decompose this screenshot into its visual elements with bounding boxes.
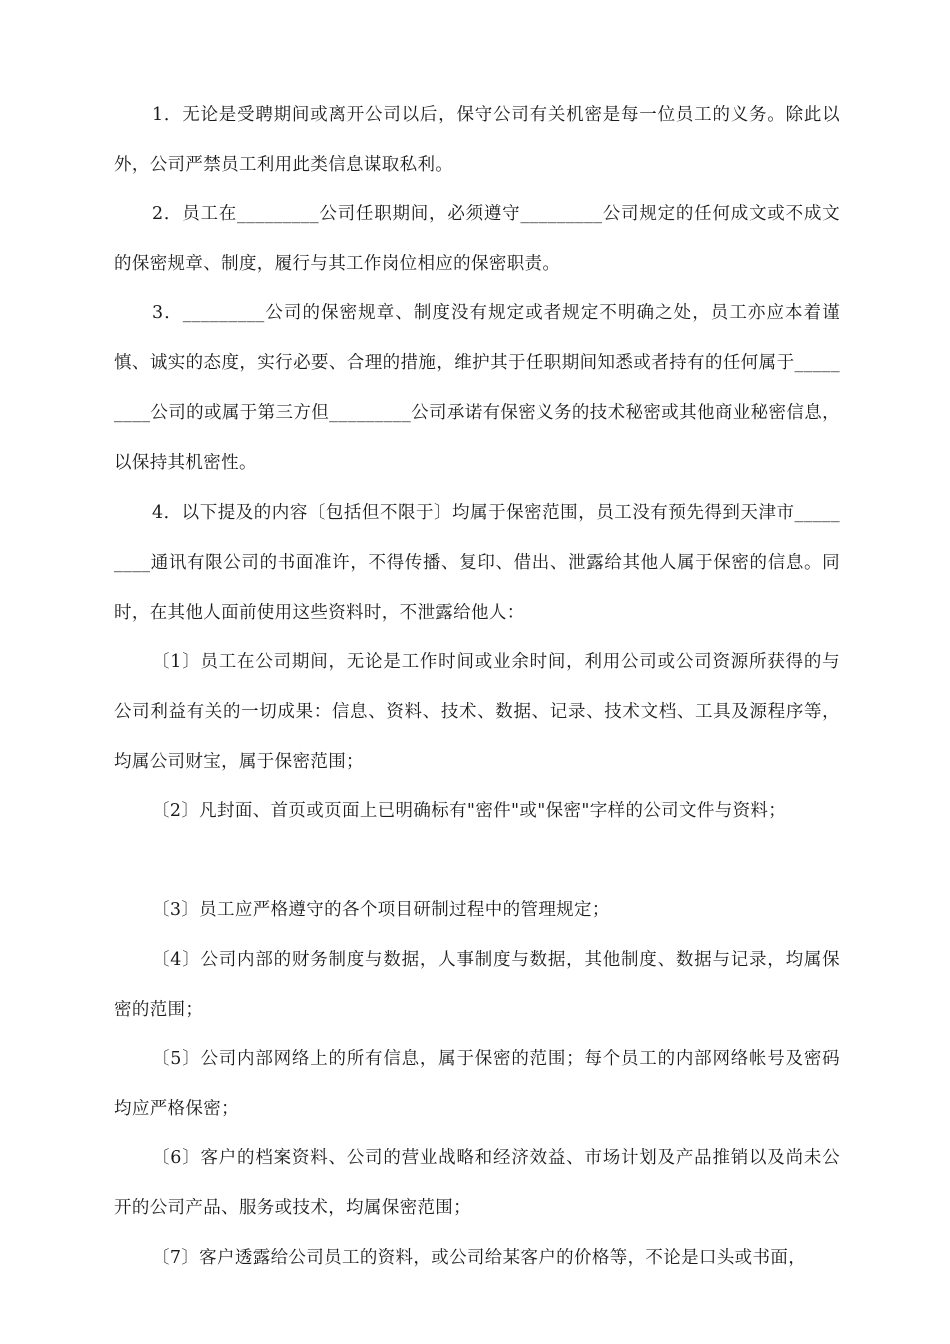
paragraph-4: 4．以下提及的内容〔包括但不限于〕均属于保密范围，员工没有预先得到天津市_________通讯有限公司的书面准许，不得传播、复印、借出、泄露给其他人属于保密的信息。同时，在其他人面前使用这些资料时，不泄露给他人：: [114, 503, 840, 623]
paragraph-item-5: 〔5〕公司内部网络上的所有信息，属于保密的范围；每个员工的内部网络帐号及密码均应严格保密；: [114, 1049, 840, 1119]
paragraph-item-4: 〔4〕公司内部的财务制度与数据，人事制度与数据，其他制度、数据与记录，均属保密的范围；: [114, 950, 840, 1020]
paragraph-item-3: 〔3〕员工应严格遵守的各个项目研制过程中的管理规定；: [152, 900, 610, 920]
paragraph-3: 3．_________公司的保密规章、制度没有规定或者规定不明确之处，员工亦应本着谨慎、诚实的态度，实行必要、合理的措施，维护其于任职期间知悉或者持有的任何属于_________公司的或属于第三方但_________公司承诺有保密义务的技术秘密或其他商业秘密信息，以保持其机密性。: [114, 303, 840, 473]
paragraph-1: 1．无论是受聘期间或离开公司以后，保守公司有关机密是每一位员工的义务。除此以外，公司严禁员工利用此类信息谋取私利。: [114, 105, 840, 175]
paragraph-item-1: 〔1〕员工在公司期间，无论是工作时间或业余时间，利用公司或公司资源所获得的与公司利益有关的一切成果：信息、资料、技术、数据、记录、技术文档、工具及源程序等，均属公司财宝，属于保密范围；: [114, 652, 840, 772]
paragraph-item-7: 〔7〕客户透露给公司员工的资料，或公司给某客户的价格等，不论是口头或书面，: [152, 1248, 807, 1268]
paragraph-2: 2．员工在_________公司任职期间，必须遵守_________公司规定的任何成文或不成文的保密规章、制度，履行与其工作岗位相应的保密职责。: [114, 204, 840, 274]
paragraph-item-2: 〔2〕凡封面、首页或页面上已明确标有"密件"或"保密"字样的公司文件与资料；: [152, 801, 787, 821]
paragraph-item-6: 〔6〕客户的档案资料、公司的营业战略和经济效益、市场计划及产品推销以及尚未公开的公司产品、服务或技术，均属保密范围；: [114, 1148, 840, 1218]
